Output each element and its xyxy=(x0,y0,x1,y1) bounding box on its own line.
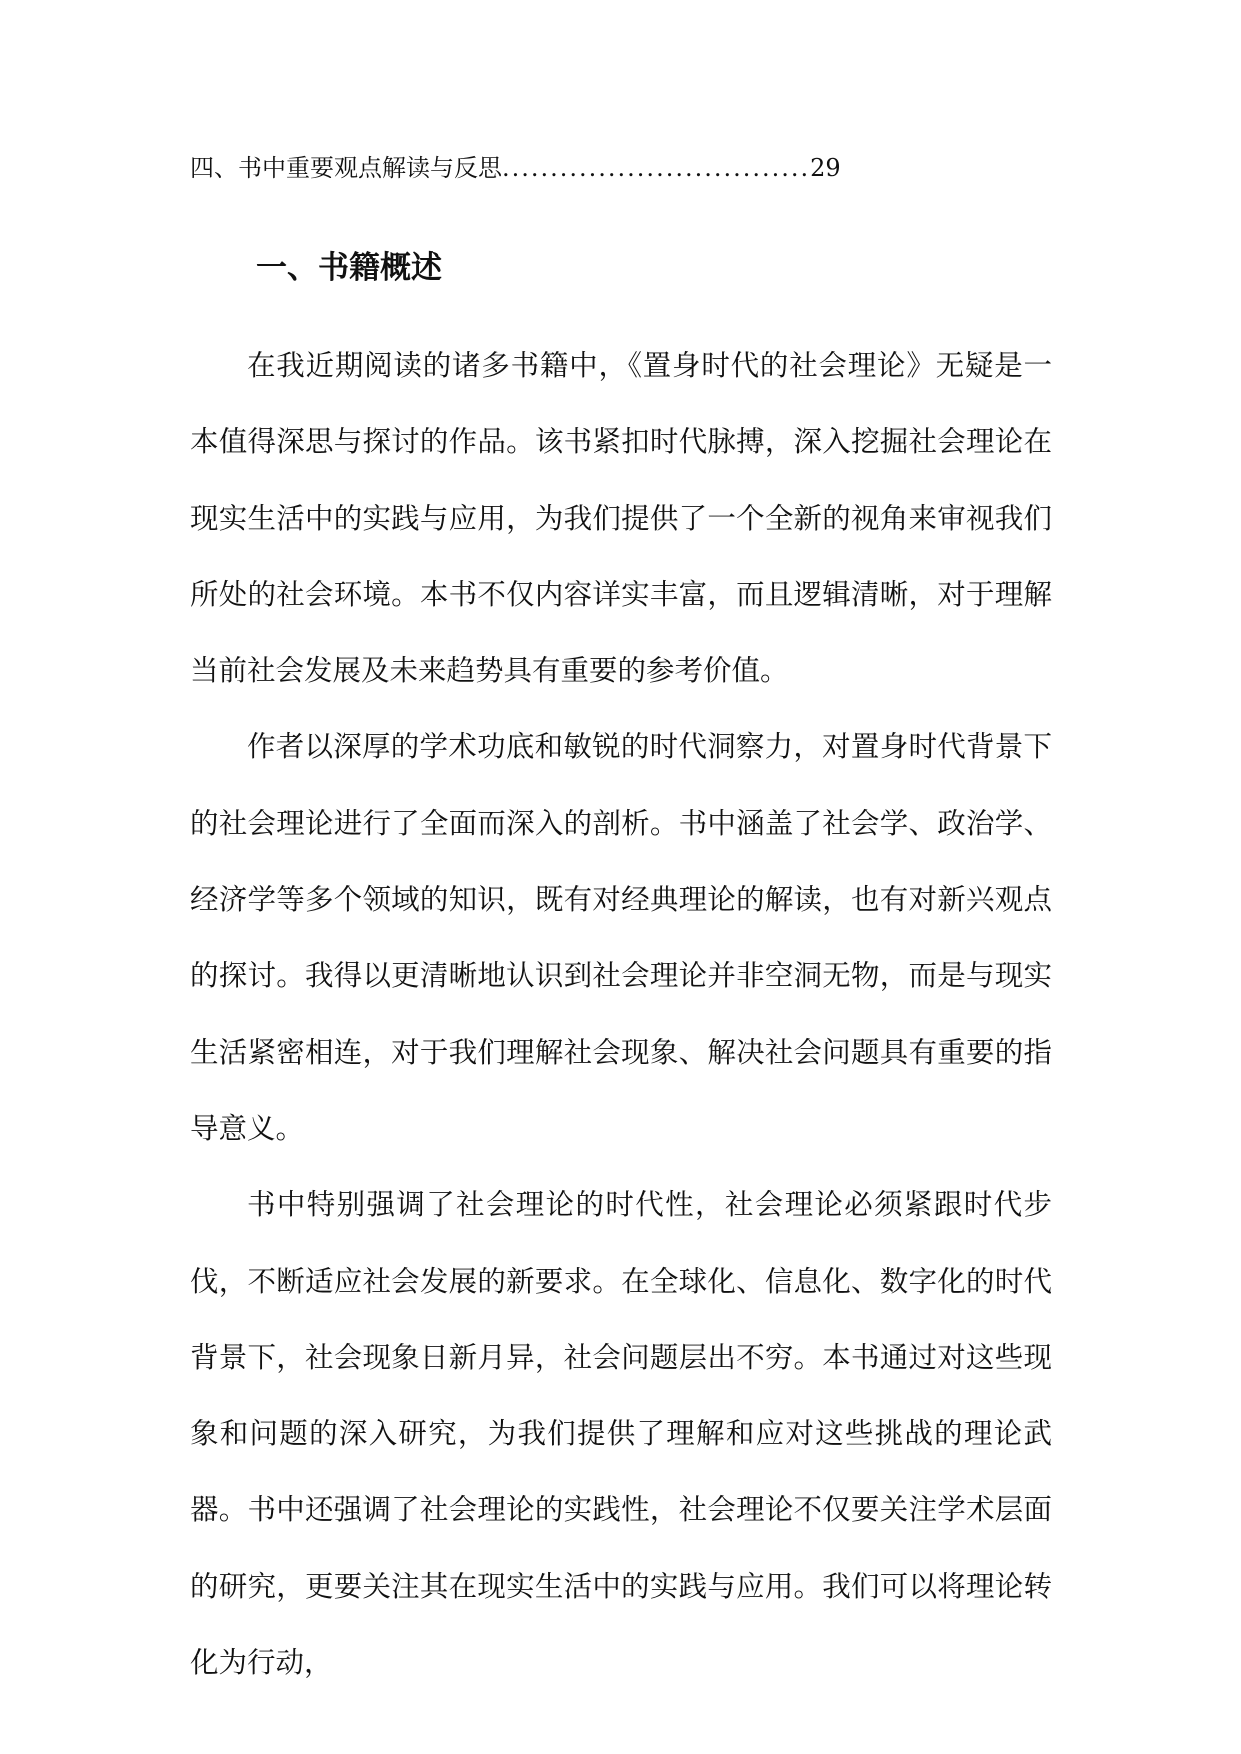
toc-entry[interactable] xyxy=(190,150,1050,186)
section-heading: 一、书籍概述 xyxy=(256,250,442,286)
toc-leader-dots: ................................ xyxy=(502,154,811,182)
body-text xyxy=(190,328,1052,1701)
toc-page-number: 29 xyxy=(810,154,841,182)
paragraph-1: 在我近期阅读的诸多书籍中，《置身时代的社会理论》无疑是一本值得深思与探讨的作品。该书紧扣时代脉搏，深入挖掘社会理论在现实生活中的实践与应用，为我们提供了一个全新的视角来审视我们所处的社会环境。本书不仅内容详实丰富，而且逻辑清晰，对于理解当前社会发展及未来趋势具有重要的参考价值。 xyxy=(190,349,1052,688)
toc-entry-label: 四、书中重要观点解读与反思 xyxy=(190,154,502,182)
paragraph-3: 书中特别强调了社会理论的时代性，社会理论必须紧跟时代步伐，不断适应社会发展的新要求。在全球化、信息化、数字化的时代背景下，社会现象日新月异，社会问题层出不穷。本书通过对这些现象和问题的深入研究，为我们提供了理解和应对这些挑战的理论武器。书中还强调了社会理论的实践性，社会理论不仅要关注学术层面的研究，更要关注其在现实生活中的实践与应用。我们可以将理论转化为行动， xyxy=(190,1188,1052,1680)
paragraph-2: 作者以深厚的学术功底和敏锐的时代洞察力，对置身时代背景下的社会理论进行了全面而深入的剖析。书中涵盖了社会学、政治学、经济学等多个领域的知识，既有对经典理论的解读，也有对新兴观点的探讨。我得以更清晰地认识到社会理论并非空洞无物，而是与现实生活紧密相连，对于我们理解社会现象、解决社会问题具有重要的指导意义。 xyxy=(190,730,1052,1145)
